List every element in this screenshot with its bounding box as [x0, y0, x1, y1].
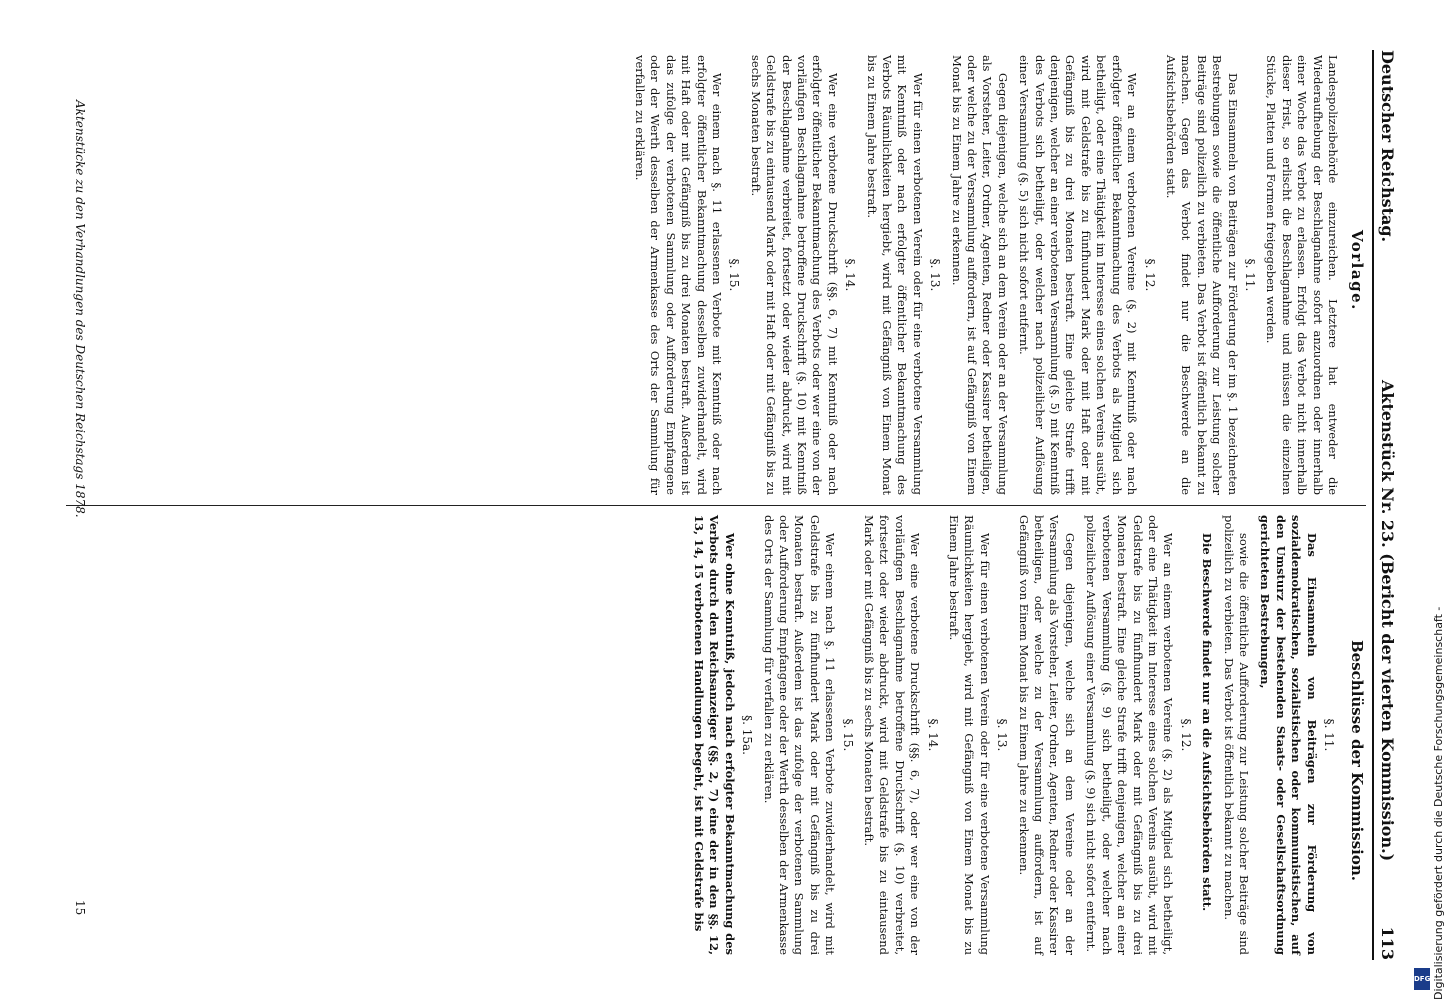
left-s14-heading: §. 14.	[843, 258, 858, 292]
running-header	[1372, 50, 1402, 960]
right-s12-heading: §. 12.	[1178, 718, 1193, 752]
left-s15-text: Wer einem nach §. 11 erlassenen Verbote mit Kenntniß oder nach erfolgter öffentlicher Bekanntmachung desselben zuwiderhandelt, wird mit Haft oder mit Gefängniß bis zu drei Monaten bestraft. Außerdem ist das zufolge der verbotenen Sammlung oder Aufforderung Empfangene oder der Werth desselben der Armenkasse des Orts der Sammlung für verfallen zu erklären.	[632, 55, 724, 495]
right-s14-text: Wer eine verbotene Druckschrift (§§. 6, 7), oder wer eine von der vorläufigen Beschlagnahme betroffene Druckschrift (§. 10) verbreitet, fortsetzt oder wieder abdruckt, wird mit Geldstrafe bis zu eintausend Mark oder mit Gefängniß bis zu sechs Monaten bestraft.	[862, 515, 923, 955]
dfg-logo-icon: DFG	[1414, 968, 1430, 990]
right-s11-heading: §. 11.	[1322, 718, 1336, 752]
right-column	[685, 515, 1340, 955]
left-column-title: Vorlage.	[1348, 230, 1366, 311]
right-s15a-heading: §. 15a.	[740, 715, 755, 755]
page-number: 113	[1378, 926, 1397, 960]
left-s12-heading: §. 12.	[1142, 258, 1157, 292]
right-s12-text-b: Gegen diejenigen, welche sich an dem Vereine oder an der Versammlung als Vorsteher, Leiter, Ordner, Agenten, Redner oder Kassirer betheiligen, oder welche zu der Versammlung auffordern, ist auf Gefängniß von Einem Monat bis zu Einem Jahre zu erkennen.	[1016, 515, 1077, 955]
left-s12-text-b: Gegen diejenigen, welche sich an dem Verein oder an der Versammlung als Vorsteher, Leiter, Ordner, Agenten, Redner oder Kassirer betheiligen, oder welche zu der Versammlung auffordern, ist auf Gefängniß von Einem Monat bis zu Einem Jahre zu erkennen.	[949, 55, 1010, 495]
left-s14-text: Wer eine verbotene Druckschrift (§§. 6, 7) mit Kenntniß oder nach erfolgter öffentlicher Bekanntmachung des Verbots oder wer eine von der vorläufigen Beschlagnahme betroffene Druckschrift (§. 10) mit Kenntniß der Beschlagnahme verbreitet, fortsetzt oder wieder abdruckt, wird mit Geldstrafe bis zu eintausend Mark oder mit Haft oder mit Gefängniß bis zu sechs Monaten bestraft.	[748, 55, 840, 495]
header-title: Deutscher Reichstag.	[1378, 50, 1397, 243]
left-column	[626, 55, 1340, 495]
dfg-funding-note: Digitalisierung gefördert durch die Deutsche Forschungsgemeinschaft -	[1432, 606, 1445, 1000]
left-s11-heading: §. 11.	[1242, 258, 1257, 292]
right-s14-heading: §. 14.	[925, 718, 940, 752]
left-s13-heading: §. 13.	[928, 258, 943, 292]
right-s11-text-c: Die Beschwerde findet nur an die Aufsichtsbehörden statt.	[1200, 533, 1215, 912]
header-document-number: Aktenstück Nr. 23. (Bericht der vierten Kommission.)	[1378, 380, 1397, 862]
footer-signature: 15	[73, 900, 87, 916]
right-s15-text: Wer einem nach §. 11 erlassenen Verbote zuwiderhandelt, wird mit Geldstrafe bis zu fünfhundert Mark oder mit Gefängniß bis zu drei Monaten bestraft. Außerdem ist das zufolge der verbotenen Sammlung oder Aufforderung Empfangene oder der Werth desselben der Armenkasse des Orts der Sammlung für verfallen zu erklären.	[761, 515, 838, 955]
left-intro: Landespolizeibehörde einzureichen. Letztere hat entweder die Wiederaufhebung der Beschlagnahme sofort anzuordnen oder innerhalb einer Woche das Verbot zu erlassen. Erfolgt das Verbot nicht innerhalb dieser Frist, so erlischt die Beschlagnahme und müssen die einzelnen Stücke, Platten und Formen freigegeben werden.	[1264, 55, 1340, 495]
footer-series-title: Aktenstücke zu den Verhandlungen des Deutschen Reichstags 1878.	[73, 100, 87, 518]
left-s11-text: Das Einsammeln von Beiträgen zur Förderung der im §. 1 bezeichneten Bestrebungen sowie die öffentliche Aufforderung zur Leistung solcher Beiträge sind polizeilich zu verbieten. Das Verbot ist öffentlich bekannt zu machen. Gegen das Verbot findet nur die Beschwerde an die Aufsichtsbehörden statt.	[1163, 55, 1240, 495]
right-column-title: Beschlüsse der Kommission.	[1348, 640, 1366, 881]
right-s15-heading: §. 15.	[840, 718, 855, 752]
left-s13-text: Wer für einen verbotenen Verein oder für eine verbotene Versammlung mit Kenntniß oder nach erfolgter öffentlicher Bekanntmachung des Verbots Räumlichkeiten hergiebt, wird mit Gefängniß von Einem Monat bis zu Einem Jahre bestraft.	[864, 55, 925, 495]
column-divider	[66, 505, 1366, 506]
right-s13-text: Wer für einen verbotenen Verein oder für eine verbotene Versammlung Räumlichkeiten hergiebt, wird mit Gefängniß von Einem Monat bis zu Einem Jahre bestraft.	[947, 515, 992, 955]
right-s11-text-b: sowie die öffentliche Aufforderung zur Leistung solcher Beiträge sind polizeilich zu verbieten. Das Verbot ist öffentlich bekannt zu machen.	[1221, 515, 1251, 955]
right-s11-text-a: Das Einsammeln von Beiträgen zur Förderung von sozialdemokratischen, sozialistischen oder kommunistischen, auf den Umsturz der bestehenden Staats- oder Gesellschaftsordnung gerichteten Bestrebungen,	[1258, 515, 1319, 955]
right-s15a-text: Wer ohne Kenntniß, jedoch nach erfolgter Bekanntmachung des Verbots durch den Reichsanzeiger (§§. 2, 7) eine der in den §§. 12, 13, 14, 15 verbotenen Handlungen begeht, ist mit Geldstrafe bis	[691, 515, 737, 955]
right-s12-text-a: Wer an einem verbotenen Vereine (§. 2) als Mitglied sich betheiligt, oder eine Thätigkeit im Interesse eines solchen Vereins ausübt, wird mit Geldstrafe bis zu fünfhundert Mark oder mit Gefängniß bis zu drei Monaten bestraft. Eine gleiche Strafe trifft denjenigen, welcher an einer verbotenen Versammlung (§. 9) sich betheiligt, oder welcher nach polizeilicher Auflösung einer Versammlung (§. 9) sich nicht sofort entfernt.	[1084, 515, 1176, 955]
left-s15-heading: §. 15.	[727, 258, 742, 292]
left-s12-text-a: Wer an einem verbotenen Vereine (§. 2) mit Kenntniß oder nach erfolgter öffentlicher Bekanntmachung des Verbots als Mitglied sich betheiligt, oder eine Thätigkeit im Interesse eines solchen Vereins ausübt, wird mit Geldstrafe bis zu fünfhundert Mark oder mit Haft oder mit Gefängniß bis zu drei Monaten bestraft. Eine gleiche Strafe trifft denjenigen, welcher an einer verbotenen Versammlung (§. 5) mit Kenntniß des Verbots sich betheiligt, oder welcher nach polizeilicher Auflösung einer Versammlung (§. 5) sich nicht sofort entfernt.	[1017, 55, 1140, 495]
right-s13-heading: §. 13.	[995, 718, 1010, 752]
